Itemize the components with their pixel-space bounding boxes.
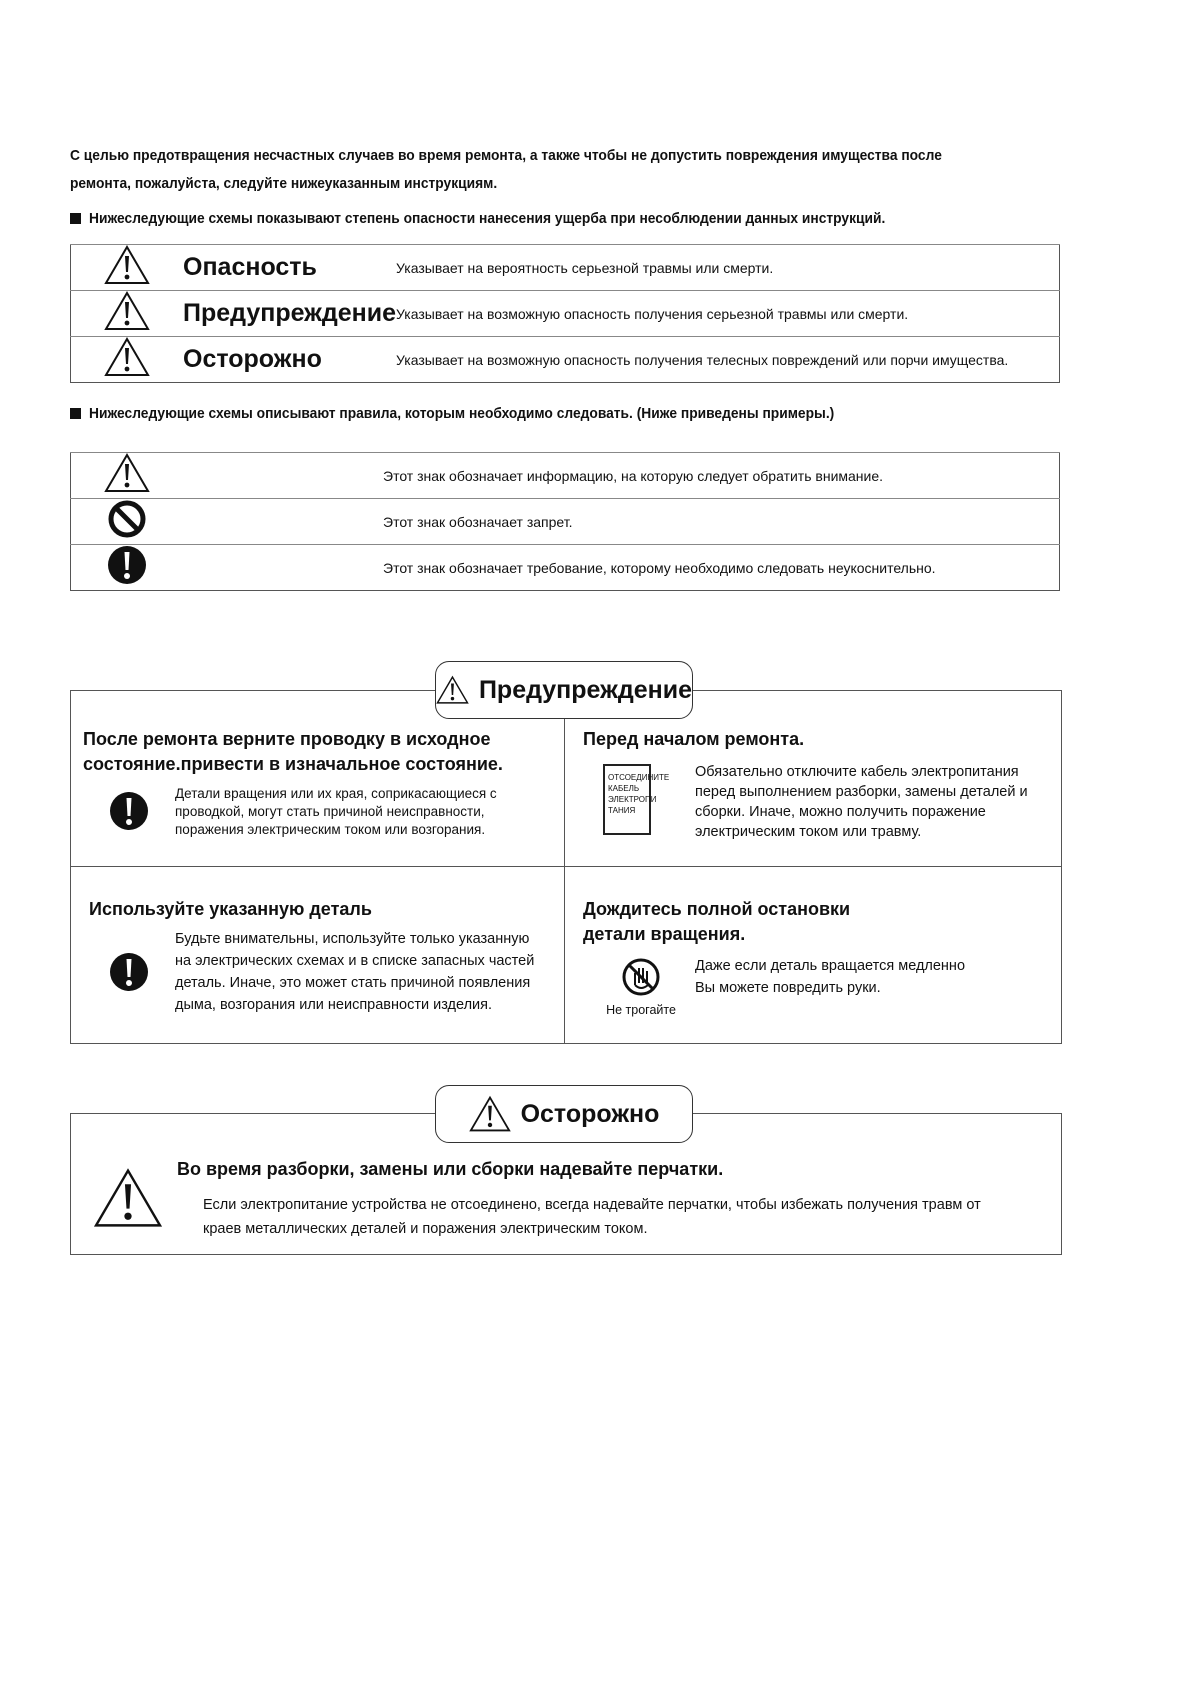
cell-text: Обязательно отключите кабель электропитания перед выполнением разборки, замены деталей и сборки. Иначе, можно получить поражение электрическим током или травму. (695, 764, 1028, 840)
cell-wait-rotation-stop (583, 897, 1053, 1035)
mandatory-icon (89, 928, 149, 1016)
table-row (71, 291, 1060, 337)
cell-title: Используйте указанную деталь (89, 899, 372, 919)
warning-box (70, 690, 1062, 1044)
warning-triangle-icon (469, 1095, 511, 1133)
warning-triangle-icon (71, 337, 184, 383)
hazard-levels-table (70, 244, 1060, 383)
mandatory-icon (83, 785, 149, 839)
section2-heading (70, 405, 899, 422)
level-desc-danger: Указывает на вероятность серьезной травмы или смерти. (396, 245, 1059, 291)
table-row (71, 245, 1060, 291)
prohibition-icon (71, 499, 184, 545)
caution-text: Если электропитание устройства не отсоединено, всегда надевайте перчатки, чтобы избежать получения травм от краев металлических деталей и поражения электрическим током. (203, 1197, 981, 1237)
table-row (71, 453, 1060, 499)
rule-desc: Этот знак обозначает информацию, на которую следует обратить внимание. (183, 453, 1060, 499)
section1-heading (70, 210, 955, 227)
cell-title: После ремонта верните проводку в исходное состояние.привести в изначальное состояние. (83, 729, 503, 774)
divider (564, 691, 565, 1043)
do-not-touch-icon (601, 957, 681, 1017)
caution-label-text: Осторожно (520, 1099, 660, 1128)
warning-label (435, 661, 693, 719)
cell-text: Детали вращения или их края, соприкасающиеся с проводкой, могут стать причиной неисправности, поражения электрическим током или возгорания. (175, 786, 497, 837)
warning-triangle-icon (71, 291, 184, 337)
table-row (71, 337, 1060, 383)
cell-title: Перед началом ремонта. (583, 729, 805, 749)
level-name-danger: Опасность (183, 245, 396, 291)
table-row (71, 545, 1060, 591)
warning-label-text: Предупреждение (478, 675, 692, 704)
mandatory-icon (71, 545, 184, 591)
level-name-caution: Осторожно (183, 337, 396, 383)
rules-table (70, 452, 1060, 591)
section2-heading-text: Нижеследующие схемы описывают правила, которым необходимо следовать. (Ниже приведены примеры.) (89, 405, 835, 422)
caution-title: Во время разборки, замены или сборки надевайте перчатки. (177, 1159, 724, 1179)
level-name-warning: Предупреждение (183, 291, 396, 337)
warning-triangle-icon (71, 453, 184, 499)
intro-text: С целью предотвращения несчастных случаев во время ремонта, а также чтобы не допустить повреждения имущества после ремонта, пожалуйста, следуйте нижеуказанным инструкциям. (70, 147, 942, 192)
cell-text: Даже если деталь вращается медленно Вы можете повредить руки. (695, 958, 966, 996)
cell-use-specified-part (89, 897, 559, 1016)
cell-before-repair (583, 727, 1053, 872)
level-desc-warning: Указывает на возможную опасность получения серьезной травмы или смерти. (396, 291, 1059, 337)
warning-triangle-icon (93, 1166, 163, 1235)
warning-triangle-icon (71, 245, 184, 291)
level-desc-caution: Указывает на возможную опасность получения телесных повреждений или порчи имущества. (396, 337, 1059, 383)
disconnect-cable-sign: ОТСОЕДИНИТЕ КАБЕЛЬ ЭЛЕКТРОПИ ТАНИЯ (603, 764, 651, 835)
rule-desc: Этот знак обозначает запрет. (183, 499, 1060, 545)
do-not-touch-label: Не трогайте (606, 1003, 676, 1017)
warning-triangle-icon (436, 671, 469, 709)
table-row (71, 499, 1060, 545)
rule-desc: Этот знак обозначает требование, которому необходимо следовать неукоснительно. (183, 545, 1060, 591)
cell-restore-wiring (83, 727, 553, 839)
bullet-square-icon (70, 408, 81, 419)
section1-heading-text: Нижеследующие схемы показывают степень опасности нанесения ущерба при несоблюдении данных инструкций. (89, 210, 886, 227)
bullet-square-icon (70, 213, 81, 224)
caution-label (435, 1085, 693, 1143)
cell-title: Дождитесь полной остановки детали вращения. (583, 899, 851, 944)
cell-text: Будьте внимательны, используйте только указанную на электрических схемах и в списке запасных частей деталь. Иначе, это может стать причиной появления дыма, возгорания или неисправности изделия. (175, 931, 535, 1013)
